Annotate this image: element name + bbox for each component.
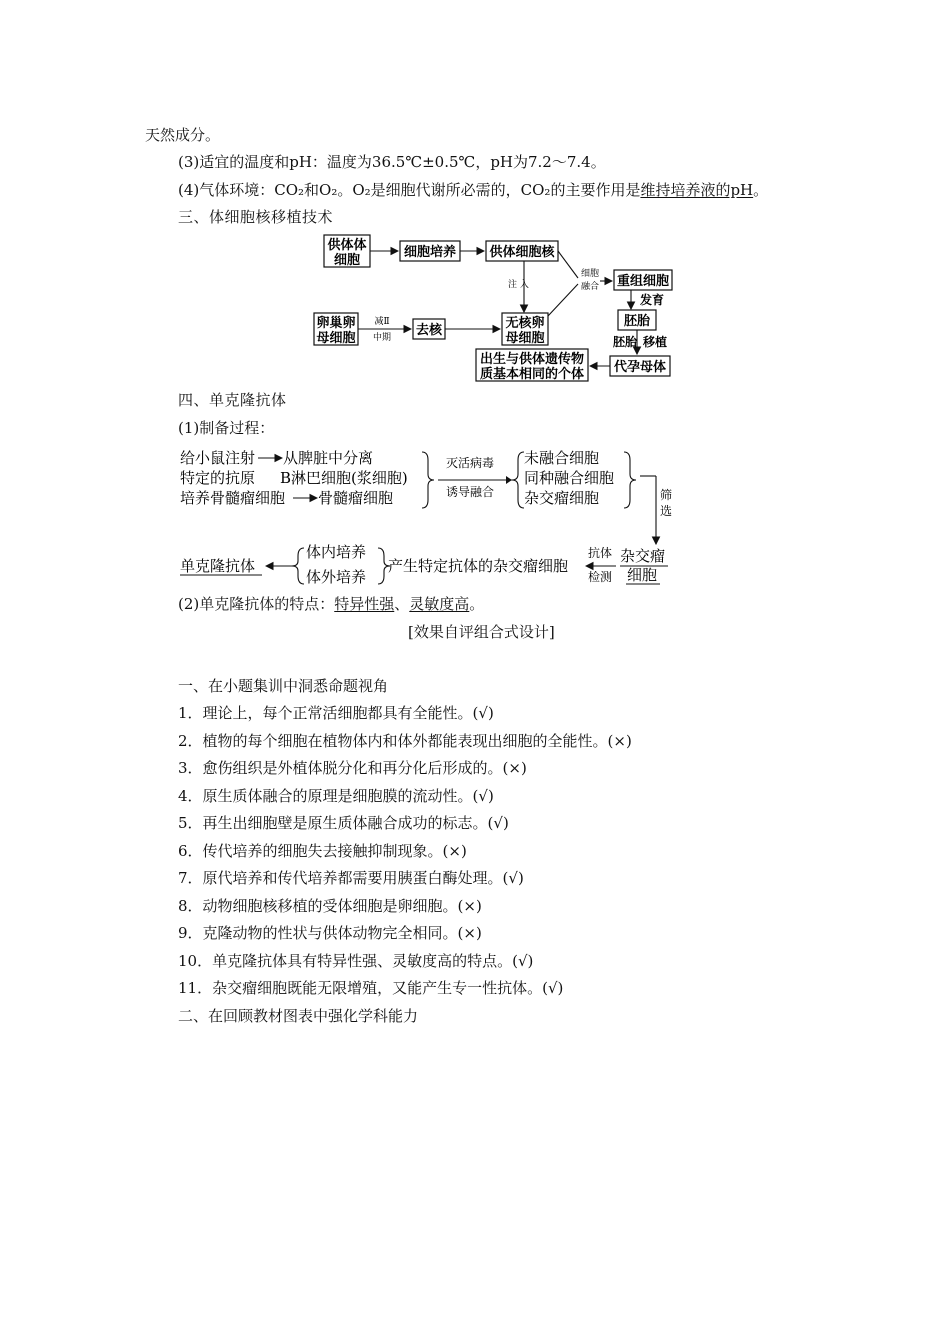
donor-nucleus-label: 供体细胞核 — [489, 245, 555, 260]
flow-r3a: 培养骨髓瘤细胞 — [180, 489, 286, 507]
flow-brace-culture-left — [292, 548, 304, 584]
cell-culture-label: 细胞培养 — [403, 245, 457, 260]
offspring-label-a: 出生与供体遗传物 — [479, 352, 585, 367]
recon-cell-label: 重组细胞 — [616, 274, 670, 289]
list-item: 6．传代培养的细胞失去接触抑制现象。(×) — [178, 842, 467, 860]
nuclear-transfer-diagram — [300, 228, 680, 383]
part-2-title: 二、在回顾教材图表中强化学科能力 — [178, 1007, 419, 1025]
flow-in-vivo: 体内培养 — [306, 543, 367, 561]
list-item: 3．愈伤组织是外植体脱分化和再分化后形成的。(×) — [178, 759, 527, 777]
transfer-label-b: 移植 — [643, 335, 668, 349]
flow-hybridoma-b: 细胞 — [627, 566, 658, 584]
feature-end: 。 — [469, 595, 485, 613]
fusion-label-a: 细胞 — [580, 269, 600, 279]
intro-line-3-end: 。 — [753, 181, 769, 199]
flow-screen-b: 选 — [660, 504, 673, 518]
fusion-line-bottom — [548, 284, 578, 316]
flow-cell-1: 未融合细胞 — [524, 449, 600, 467]
list-item: 1．理论上，每个正常活细胞都具有全能性。(√) — [178, 704, 494, 722]
surrogate-label: 代孕母体 — [613, 360, 667, 375]
flow-r1b: 从脾脏中分离 — [283, 449, 374, 467]
eval-title: [效果自评组合式设计] — [408, 623, 555, 641]
intro-line-2: (3)适宜的温度和pH：温度为36.5℃±0.5℃，pH为7.2～7.4。 — [178, 153, 606, 171]
intro-line-1: 天然成分。 — [145, 126, 221, 144]
list-item: 5．再生出细胞壁是原生质体融合成功的标志。(√) — [178, 814, 509, 832]
flow-produce: 产生特定抗体的杂交瘤细胞 — [388, 557, 569, 575]
part-1-title: 一、在小题集训中洞悉命题视角 — [178, 677, 389, 695]
flow-brace-left — [512, 452, 524, 508]
oocyte-label-a: 卵巢卵 — [316, 316, 356, 331]
feature-sep: 、 — [394, 595, 410, 613]
donor-cell-label-b: 细胞 — [333, 253, 361, 268]
section-4-title: 四、单克隆抗体 — [178, 391, 287, 409]
flow-brace-cells-right — [624, 452, 636, 508]
flow-brace-right — [422, 452, 434, 508]
feature-line — [178, 594, 484, 614]
monoclonal-flow-diagram — [175, 442, 675, 592]
list-item: 10．单克隆抗体具有特异性强、灵敏度高的特点。(√) — [178, 952, 534, 970]
fusion-line-top — [558, 251, 578, 278]
flow-hybridoma-a: 杂交瘤 — [620, 547, 666, 565]
section-3-title: 三、体细胞核移植技术 — [178, 208, 334, 226]
flow-in-vitro: 体外培养 — [306, 568, 367, 586]
list-item: 2．植物的每个细胞在植物体内和体外都能表现出细胞的全能性。(×) — [178, 732, 632, 750]
flow-r3b: 骨髓瘤细胞 — [318, 489, 394, 507]
donor-cell-label-a: 供体体 — [327, 238, 367, 253]
flow-cell-3: 杂交瘤细胞 — [524, 489, 600, 507]
flow-method-2: 诱导融合 — [446, 485, 495, 499]
enucleate-label: 去核 — [415, 323, 443, 338]
transfer-label-a: 胚胎 — [613, 335, 638, 349]
meiosis-label-b: 中期 — [372, 333, 392, 343]
inject-label: 注 入 — [508, 280, 529, 290]
feature-label: (2)单克隆抗体的特点： — [178, 595, 335, 613]
oocyte-label-b: 母细胞 — [316, 331, 356, 346]
list-item: 8．动物细胞核移植的受体细胞是卵细胞。(×) — [178, 897, 482, 915]
intro-line-3-text: (4)气体环境：CO₂和O₂。O₂是细胞代谢所必需的，CO₂的主要作用是 — [178, 181, 641, 199]
offspring-label-b: 质基本相同的个体 — [479, 367, 585, 382]
flow-r2a: 特定的抗原 — [180, 469, 256, 487]
flow-ab-b: 检测 — [588, 570, 613, 584]
develop-label: 发育 — [640, 293, 665, 307]
flow-cell-2: 同种融合细胞 — [524, 469, 615, 487]
prep-label: (1)制备过程： — [178, 419, 275, 437]
list-item: 7．原代培养和传代培养都需要用胰蛋白酶处理。(√) — [178, 869, 524, 887]
flow-r2b: B淋巴细胞(浆细胞) — [280, 469, 408, 487]
enucleated-egg-label-a: 无核卵 — [505, 316, 545, 331]
list-item: 4．原生质体融合的原理是细胞膜的流动性。(√) — [178, 787, 494, 805]
flow-method-arrowhead — [506, 476, 512, 484]
fusion-label-b: 融合 — [580, 282, 600, 292]
flow-mab: 单克隆抗体 — [180, 557, 256, 575]
flow-r1a: 给小鼠注射 — [180, 449, 256, 467]
intro-line-3 — [178, 180, 768, 200]
meiosis-label-a: 减Ⅱ — [374, 317, 390, 327]
flow-brace-culture-right — [378, 548, 390, 584]
flow-screen-a: 筛 — [660, 488, 673, 502]
intro-line-3-answer: 维持培养液的pH — [640, 181, 754, 199]
embryo-label: 胚胎 — [623, 314, 651, 329]
flow-method-1: 灭活病毒 — [446, 456, 495, 470]
feature-answer-2: 灵敏度高 — [409, 595, 470, 613]
list-item: 9．克隆动物的性状与供体动物完全相同。(×) — [178, 924, 482, 942]
enucleated-egg-label-b: 母细胞 — [505, 331, 545, 346]
list-item: 11．杂交瘤细胞既能无限增殖，又能产生专一性抗体。(√) — [178, 979, 564, 997]
flow-ab-a: 抗体 — [588, 546, 613, 560]
feature-answer-1: 特异性强 — [334, 595, 395, 613]
